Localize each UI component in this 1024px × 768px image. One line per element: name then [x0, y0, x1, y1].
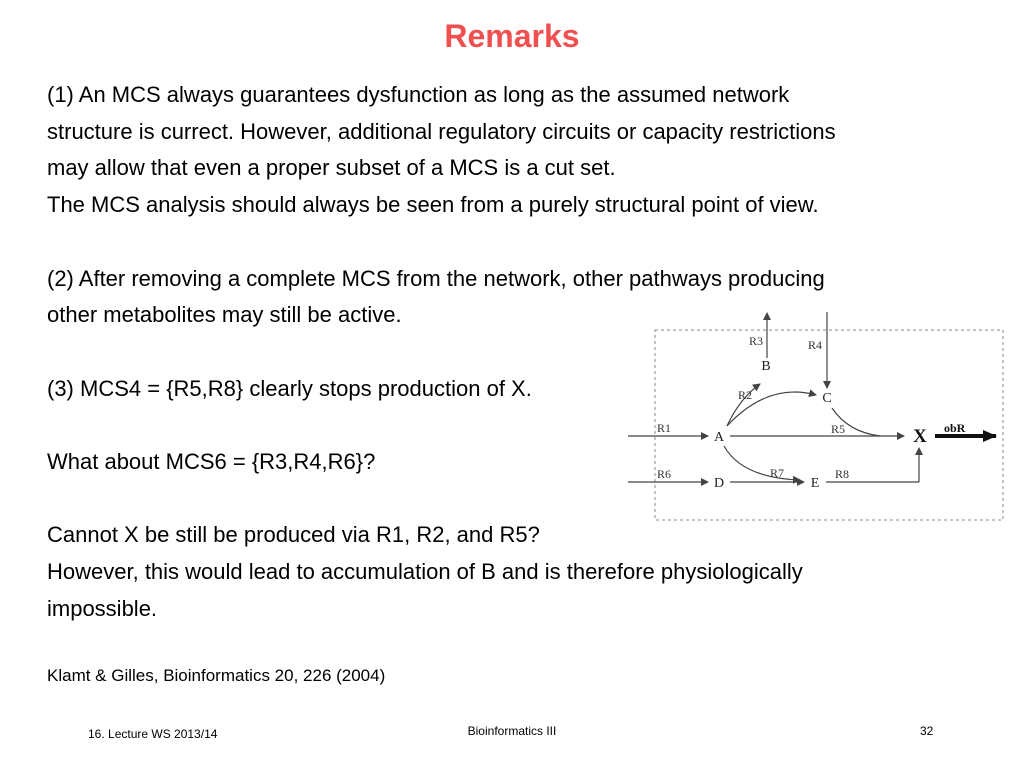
citation: Klamt & Gilles, Bioinformatics 20, 226 (2004): [47, 666, 386, 685]
node-d: D: [713, 476, 725, 491]
footer-lecture: 16. Lecture WS 2013/14: [88, 727, 218, 741]
node-b: B: [761, 359, 771, 374]
page-number: 32: [920, 724, 934, 738]
paragraph-line: structure is currect. However, additional regulatory circuits or capacity restrictions: [47, 118, 836, 144]
label-obr: obR: [944, 421, 966, 435]
paragraph-line: impossible.: [47, 595, 158, 621]
node-c: C: [822, 391, 832, 406]
paragraph-line: (2) After removing a complete MCS from the network, other pathways producing: [47, 265, 825, 291]
paragraph-line: What about MCS6 = {R3,R4,R6}?: [47, 448, 376, 474]
paragraph-line: Cannot X be still be produced via R1, R2, and R5?: [47, 522, 540, 548]
label-r5: R5: [831, 422, 846, 436]
paragraph-line: (3) MCS4 = {R5,R8} clearly stops production of X.: [47, 375, 532, 401]
paragraph-line: other metabolites may still be active.: [47, 302, 402, 328]
label-r8: R8: [835, 467, 850, 481]
label-r3: R3: [749, 334, 764, 348]
node-e: E: [810, 476, 820, 491]
label-r6: R6: [657, 467, 672, 481]
label-r4: R4: [808, 338, 823, 352]
node-x: X: [913, 426, 927, 447]
label-r2: R2: [738, 388, 753, 402]
paragraph-line: The MCS analysis should always be seen from a purely structural point of view.: [47, 192, 819, 218]
label-r1: R1: [657, 421, 672, 435]
label-r7: R7: [770, 466, 785, 480]
paragraph-line: (1) An MCS always guarantees dysfunction as long as the assumed network: [47, 82, 790, 107]
paragraph-line: may allow that even a proper subset of a MCS is a cut set.: [47, 155, 616, 181]
footer-course: Bioinformatics III: [467, 724, 557, 738]
slide-title: Remarks: [444, 18, 580, 54]
reaction-r7-from-a: [724, 446, 800, 480]
node-a: A: [713, 430, 725, 445]
paragraph-line: However, this would lead to accumulation of B and is therefore physiologically: [47, 559, 803, 585]
